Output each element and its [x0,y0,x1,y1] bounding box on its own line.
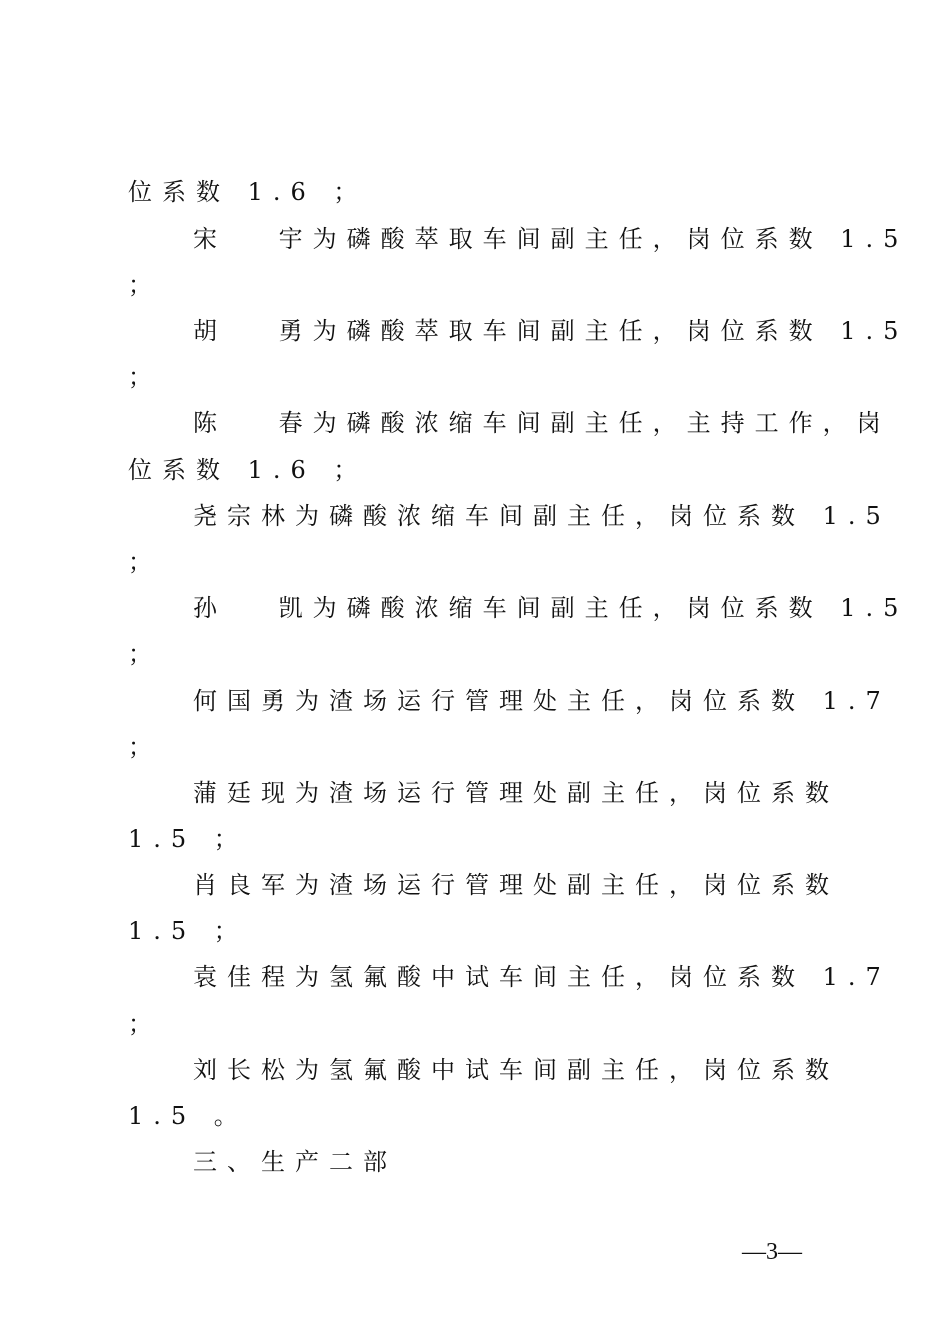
text-line: ； [128,640,162,668]
text-line: 肖良军为渣场运行管理处副主任，岗位系数 [193,871,839,899]
text-line: 刘长松为氢氟酸中试车间副主任，岗位系数 [193,1056,839,1084]
text-line: ； [128,548,162,576]
text-line: 袁佳程为氢氟酸中试车间主任，岗位系数 1.7 [193,963,891,991]
text-line: 1.5 ； [128,917,248,945]
section-heading: 三、生产二部 [193,1148,397,1176]
text-line: ； [128,733,162,761]
text-line: 1.5 。 [128,1102,248,1130]
text-line: ； [128,1010,162,1038]
text-line: ； [128,363,162,391]
text-line: 宋 宇为磷酸萃取车间副主任，岗位系数 1.5 [193,225,909,253]
page-number: —3— [742,1239,802,1265]
text-line: 尧宗林为磷酸浓缩车间副主任，岗位系数 1.5 [193,502,891,530]
text-line: 位系数 1.6 ； [128,178,368,206]
text-line: 位系数 1.6 ； [128,456,368,484]
text-line: 孙 凯为磷酸浓缩车间副主任，岗位系数 1.5 [193,594,909,622]
text-line: 1.5 ； [128,825,248,853]
text-line: ； [128,271,162,299]
text-line: 何国勇为渣场运行管理处主任，岗位系数 1.7 [193,687,891,715]
text-line: 胡 勇为磷酸萃取车间副主任，岗位系数 1.5 [193,317,909,345]
text-line: 陈 春为磷酸浓缩车间副主任，主持工作，岗 [193,409,891,437]
text-line: 蒲廷现为渣场运行管理处副主任，岗位系数 [193,779,839,807]
